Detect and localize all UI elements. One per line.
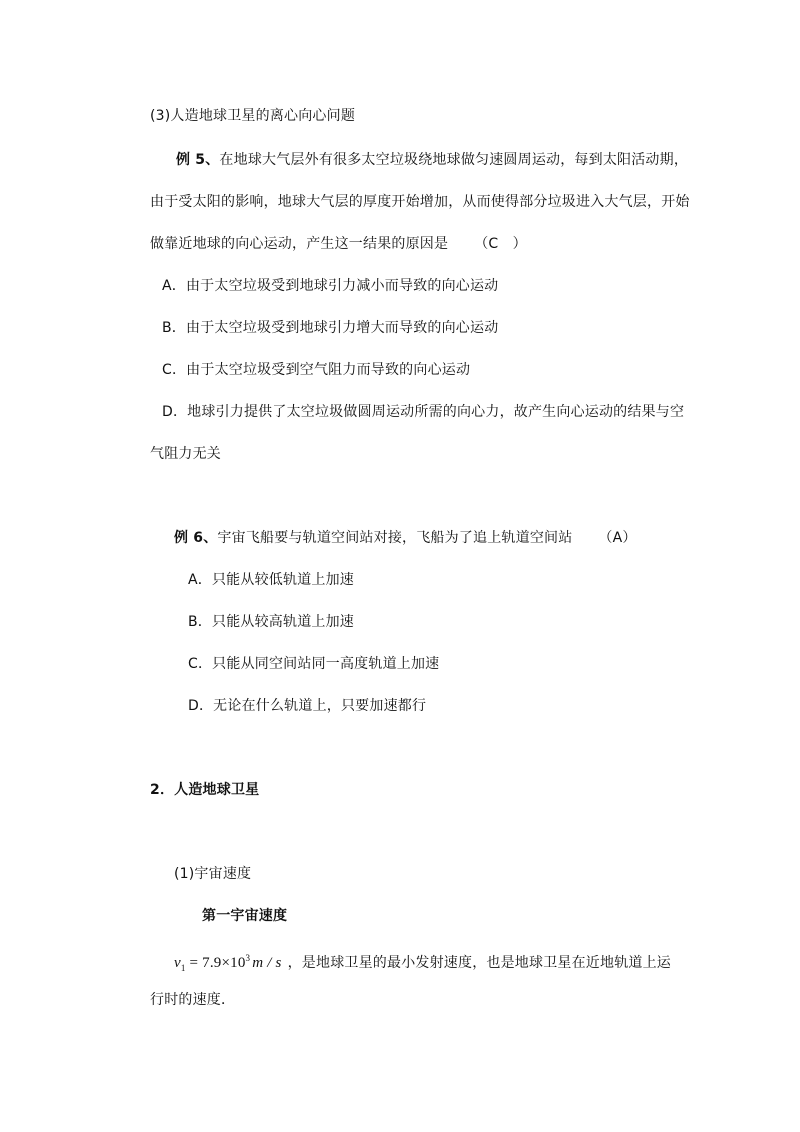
example6-answer: （A）	[598, 530, 637, 546]
example6-option-d: D．无论在什么轨道上，只要加速都行	[188, 698, 427, 714]
formula-unit: m / s	[252, 955, 282, 971]
example6-line	[174, 528, 637, 548]
example5-option-c: C．由于太空垃圾受到空气阻力而导致的向心运动	[162, 362, 471, 378]
formula-var: v	[174, 955, 181, 971]
example5-line3	[150, 234, 527, 254]
first-cosmic-desc2: 行时的速度．	[150, 992, 236, 1008]
section3-heading: (3)人造地球卫星的离心向心问题	[150, 108, 356, 124]
first-cosmic-desc1: ，是地球卫星的最小发射速度，也是地球卫星在近地轨道上运	[287, 955, 671, 971]
example5-label: 例 5、	[176, 152, 220, 168]
example5-answer: （C ）	[474, 236, 527, 252]
example5-text1: 在地球大气层外有很多太空垃圾绕地球做匀速圆周运动，每到太阳活动期，	[219, 152, 689, 168]
example5-text3: 做靠近地球的向心运动，产生这一结果的原因是	[150, 236, 449, 252]
example5-option-d-cont: 气阻力无关	[150, 446, 221, 462]
cosmic-subheading: (1)宇宙速度	[174, 866, 252, 882]
example6-option-c: C．只能从同空间站同一高度轨道上加速	[188, 656, 440, 672]
first-cosmic-title: 第一宇宙速度	[202, 908, 288, 924]
formula-eq: = 7.9×10	[185, 955, 246, 971]
section2-heading: 2．人造地球卫星	[150, 782, 260, 798]
example5-option-a: A．由于太空垃圾受到地球引力减小而导致的向心运动	[162, 278, 499, 294]
formula-line	[174, 948, 671, 978]
example5-line2: 由于受太阳的影响，地球大气层的厚度开始增加，从而使得部分垃圾进入大气层，开始	[150, 194, 690, 210]
first-cosmic-formula	[174, 955, 282, 971]
example6-text: 宇宙飞船要与轨道空间站对接，飞船为了追上轨道空间站	[217, 530, 573, 546]
example6-option-b: B．只能从较高轨道上加速	[188, 614, 355, 630]
example6-option-a: A．只能从较低轨道上加速	[188, 572, 354, 588]
example5-line1	[176, 150, 688, 170]
example5-option-b: B．由于太空垃圾受到地球引力增大而导致的向心运动	[162, 320, 499, 336]
formula-sub: 1	[180, 963, 186, 973]
example5-option-d: D．地球引力提供了太空垃圾做圆周运动所需的向心力，故产生向心运动的结果与空	[162, 404, 685, 420]
formula-exp: 3	[245, 953, 251, 963]
example6-label: 例 6、	[174, 530, 218, 546]
